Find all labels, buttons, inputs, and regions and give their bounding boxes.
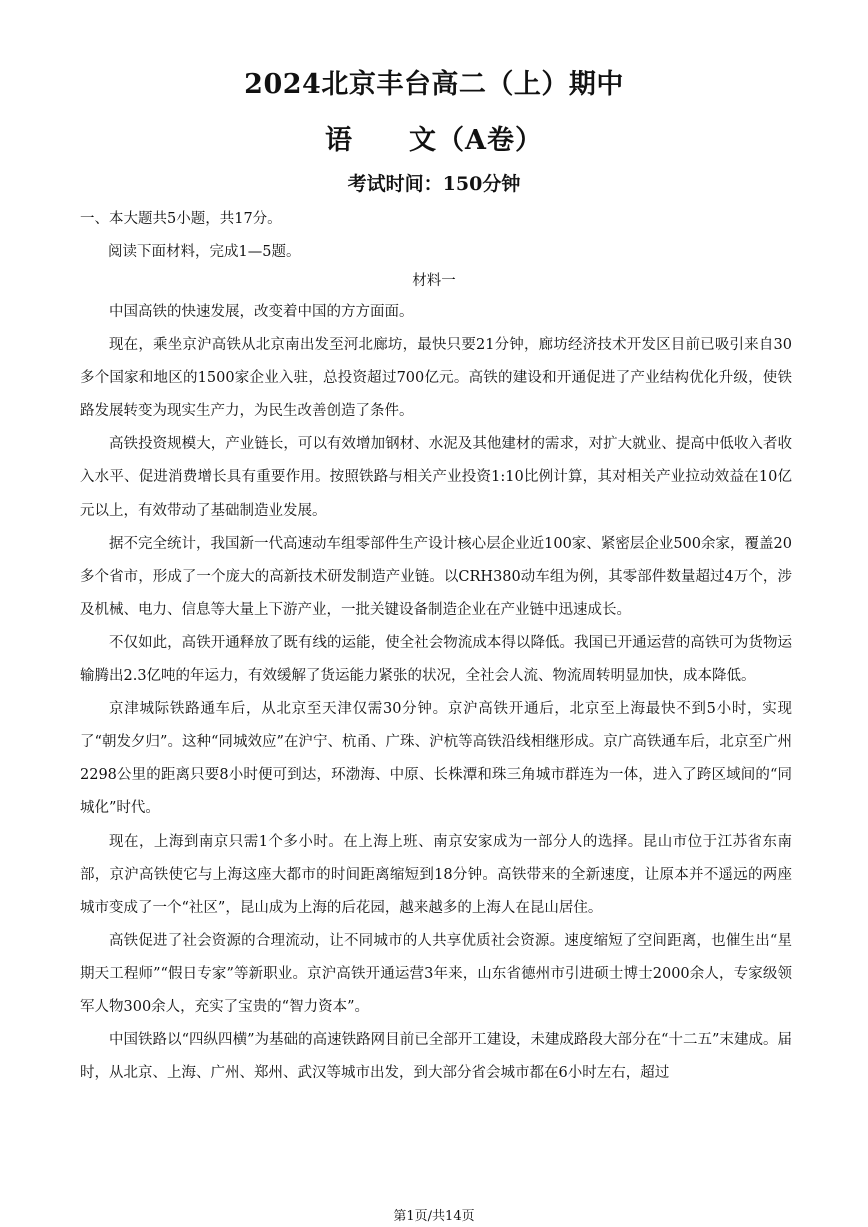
section-heading: 一、本大题共5小题，共17分。 [80, 211, 282, 227]
paragraph: 高铁促进了社会资源的合理流动，让不同城市的人共享优质社会资源。速度缩短了空间距离，也催生出“星期天工程师”“假日专家”等新职业。京沪高铁开通运营3年来，山东省德州市引进硕士博士2000余人，专家级领军人物300余人，充实了宝贵的“智力资本”。 [80, 932, 792, 1015]
paragraph: 现在，乘坐京沪高铁从北京南出发至河北廊坊，最快只要21分钟，廊坊经济技术开发区目前已吸引来自30多个国家和地区的1500家企业入驻，总投资超过700亿元。高铁的建设和开通促进了产业结构优化升级，使铁路发展转变为现实生产力，为民生改善创造了条件。 [80, 337, 792, 420]
exam-duration: 考试时间：150分钟 [347, 173, 521, 195]
paragraph: 京津城际铁路通车后，从北京至天津仅需30分钟。京沪高铁开通后，北京至上海最快不到5小时，实现了“朝发夕归”。这种“同城效应”在沪宁、杭甬、广珠、沪杭等高铁沿线相继形成。京广高铁通车后，北京至广州2298公里的距离只要8小时便可到达，环渤海、中原、长株潭和珠三角城市群连为一体，进入了跨区域间的“同城化”时代。 [80, 701, 792, 817]
subject-title: 语 文（A卷） [325, 125, 543, 156]
paragraph: 不仅如此，高铁开通释放了既有线的运能，使全社会物流成本得以降低。我国已开通运营的高铁可为货物运输腾出2.3亿吨的年运力，有效缓解了货运能力紧张的状况，全社会人流、物流周转明显加快，成本降低。 [80, 634, 792, 685]
page-indicator: 第1页/共14页 [393, 1209, 475, 1224]
exam-title: 2024北京丰台高二（上）期中 [244, 69, 624, 100]
paragraph: 中国铁路以“四纵四横”为基础的高速铁路网目前已全部开工建设，未建成路段大部分在“十二五”末建成。届时，从北京、上海、广州、郑州、武汉等城市出发，到大部分省会城市都在6小时左右，超过 [80, 1032, 792, 1082]
section-instruction: 阅读下面材料，完成1—5题。 [108, 244, 301, 260]
material-label: 材料一 [412, 273, 456, 289]
paragraph: 中国高铁的快速发展，改变着中国的方方面面。 [109, 304, 414, 320]
material-body [80, 296, 792, 1090]
paragraph: 据不完全统计，我国新一代高速动车组零部件生产设计核心层企业近100家、紧密层企业500余家，覆盖20多个省市，形成了一个庞大的高新技术研发制造产业链。以CRH380动车组为例，其零部件数量超过4万个，涉及机械、电力、信息等大量上下游产业，一批关键设备制造企业在产业链中迅速成长。 [80, 535, 792, 618]
paragraph: 现在，上海到南京只需1个多小时。在上海上班、南京安家成为一部分人的选择。昆山市位于江苏省东南部，京沪高铁使它与上海这座大都市的时间距离缩短到18分钟。高铁带来的全新速度，让原本并不遥远的两座城市变成了一个“社区”，昆山成为上海的后花园，越来越多的上海人在昆山居住。 [80, 833, 792, 916]
paragraph: 高铁投资规模大，产业链长，可以有效增加钢材、水泥及其他建材的需求，对扩大就业、提高中低收入者收入水平、促进消费增长具有重要作用。按照铁路与相关产业投资1:10比例计算，其对相关产业拉动效益在10亿元以上，有效带动了基础制造业发展。 [80, 436, 792, 519]
